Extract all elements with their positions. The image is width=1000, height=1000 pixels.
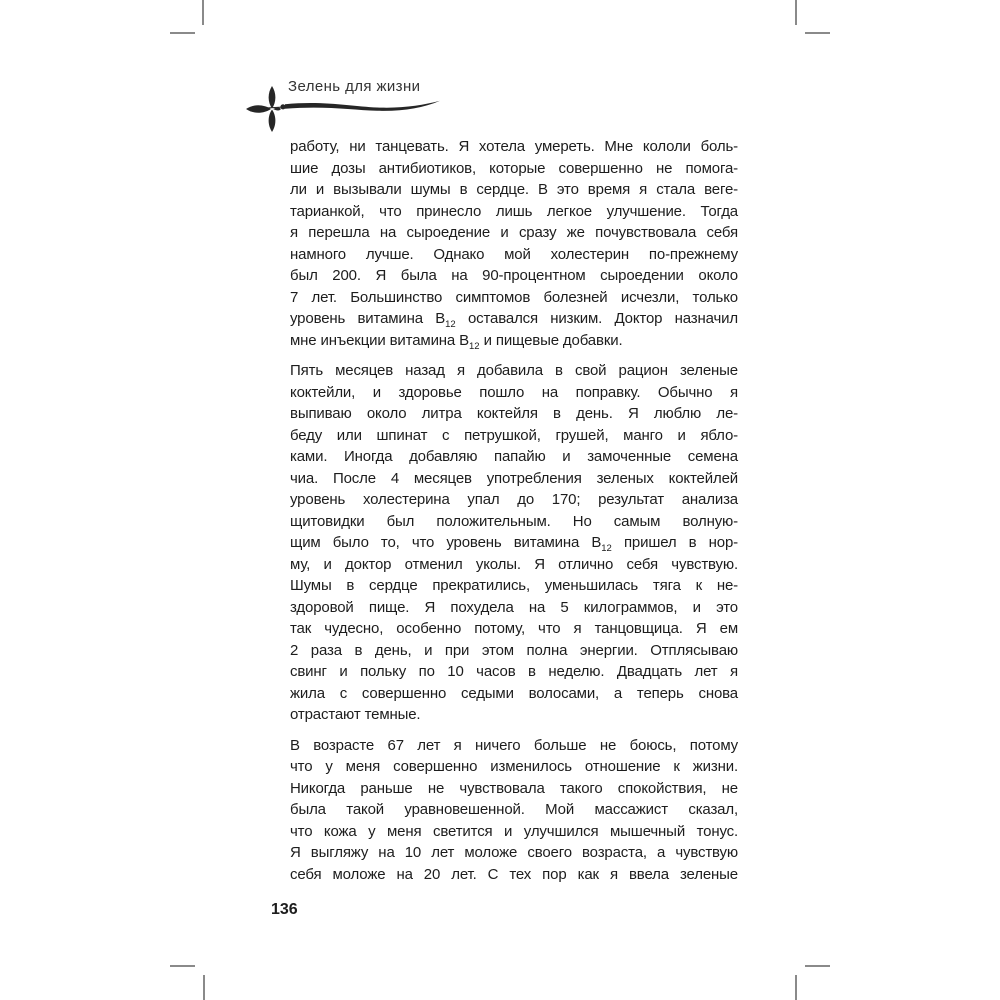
- text-run: Я выгляжу на 10 лет моложе своего возраста, а чувствую: [290, 844, 738, 861]
- text-line: [290, 511, 738, 533]
- crop-mark-top-left-horizontal: [170, 32, 195, 34]
- text-line: [290, 179, 738, 201]
- text-line: [290, 778, 738, 800]
- text-run: что у меня совершенно изменилось отношение к жизни.: [290, 758, 738, 775]
- ornament-dot: [280, 104, 285, 109]
- text-run: свинг и польку по 10 часов в неделю. Двадцать лет я: [290, 663, 738, 680]
- text-run: В возрасте 67 лет я ничего больше не боюсь, потому: [290, 736, 738, 754]
- text-line: [290, 158, 738, 180]
- text-line: [290, 425, 738, 447]
- text-run: выпиваю около литра коктейля в день. Я люблю ле-: [290, 405, 738, 422]
- text-line: [290, 136, 738, 158]
- text-line: [290, 683, 738, 705]
- crop-mark-bottom-left-horizontal: [170, 965, 195, 967]
- text-line: [290, 244, 738, 266]
- text-run: Никогда раньше не чувствовала такого спокойствия, не: [290, 779, 738, 797]
- ornament-petal-top: [269, 86, 276, 109]
- subscript-text: 12: [601, 543, 612, 554]
- paragraph: [290, 136, 738, 351]
- text-run: Шумы в сердце прекратились, уменьшилась тяга к не-: [290, 577, 738, 594]
- text-line: [290, 468, 738, 490]
- text-line: [290, 446, 738, 468]
- text-line: [290, 640, 738, 662]
- paragraph: [290, 735, 738, 886]
- text-line: [290, 287, 738, 309]
- crop-mark-top-right-vertical: [795, 0, 797, 25]
- text-run: была такой уравновешенной. Мой массажист сказал,: [290, 801, 738, 818]
- text-line: [290, 597, 738, 619]
- text-run: работу, ни танцевать. Я хотела умереть. Мне кололи боль-: [290, 138, 738, 155]
- text-line: [290, 403, 738, 425]
- text-run: так чудесно, особенно потому, что я танцовщица. Я ем: [290, 620, 738, 637]
- ornament-petal-left: [246, 105, 271, 113]
- text-line: [290, 735, 738, 757]
- text-run: беду или шпинат с петрушкой, грушей, манго и ябло-: [290, 426, 738, 444]
- text-line: [290, 360, 738, 382]
- text-run: отрастают темные.: [290, 706, 421, 723]
- subscript-text: 12: [469, 340, 480, 352]
- running-head-title: Зелень для жизни: [288, 78, 421, 95]
- text-run: я перешла на сыроедение и сразу же почувствовала себя: [290, 224, 738, 241]
- subscript-text: 12: [445, 319, 456, 330]
- text-line: [290, 661, 738, 683]
- text-run: намного лучше. Однако мой холестерин по-прежнему: [290, 245, 738, 263]
- text-run: что кожа у меня светится и улучшился мышечный тонус.: [290, 822, 738, 840]
- text-run: ли и вызывали шумы в сердце. В это время я стала веге-: [290, 181, 738, 198]
- text-run: себя моложе на 20 лет. С тех пор как я ввела зеленые: [290, 865, 738, 883]
- crop-mark-top-left-vertical: [202, 0, 204, 25]
- text-run: уровень витамина В: [290, 310, 446, 327]
- crop-mark-bottom-right-horizontal: [805, 965, 830, 967]
- text-line: [290, 799, 738, 821]
- paragraph: [290, 360, 738, 726]
- text-line: [290, 864, 738, 886]
- ornament-swash: [285, 101, 440, 111]
- text-run: 2 раза в день, и при этом полна энергии. Отплясываю: [290, 641, 738, 659]
- text-run: коктейли, и здоровье пошло на поправку. Обычно я: [290, 383, 738, 401]
- text-run: Пять месяцев назад я добавила в свой рацион зеленые: [290, 362, 738, 379]
- text-run: мне инъекции витамина В: [290, 331, 469, 349]
- text-line: [290, 532, 738, 554]
- text-run: ками. Иногда добавляю папайю и замоченные семена: [290, 448, 738, 465]
- body-text: [290, 136, 738, 885]
- text-line: [290, 575, 738, 597]
- text-run: оставался низким. Доктор назначил: [455, 310, 738, 327]
- text-line: [290, 489, 738, 511]
- text-run: и пищевые добавки.: [479, 331, 623, 349]
- text-line: [290, 265, 738, 287]
- text-line: [290, 554, 738, 576]
- text-run: жила с совершенно седыми волосами, а теперь снова: [290, 684, 738, 702]
- crop-mark-bottom-left-vertical: [203, 975, 205, 1000]
- text-run: пришел в нор-: [611, 534, 739, 551]
- text-run: щим было то, что уровень витамина В: [290, 534, 602, 551]
- text-line: [290, 222, 738, 244]
- crop-mark-top-right-horizontal: [805, 32, 830, 34]
- text-line: [290, 201, 738, 223]
- text-line: [290, 382, 738, 404]
- text-run: был 200. Я была на 90-процентном сыроедении около: [290, 267, 738, 284]
- text-line: [290, 842, 738, 864]
- text-run: здоровой пище. Я похудела на 5 килограммов, и это: [290, 598, 738, 616]
- text-line: [290, 618, 738, 640]
- text-run: щитовидки был положительным. Но самым волную-: [290, 512, 738, 530]
- text-run: чиа. После 4 месяцев употребления зеленых коктейлей: [290, 469, 738, 487]
- text-line: [290, 704, 738, 726]
- text-run: 7 лет. Большинство симптомов болезней исчезли, только: [290, 288, 738, 306]
- text-line: [290, 756, 738, 778]
- page-number: 136: [271, 901, 298, 918]
- text-run: шие дозы антибиотиков, которые совершенно не помога-: [290, 159, 738, 177]
- crop-mark-bottom-right-vertical: [795, 975, 797, 1000]
- text-run: уровень холестерина упал до 170; результат анализа: [290, 491, 738, 508]
- text-line: [290, 821, 738, 843]
- text-line: [290, 308, 738, 330]
- text-run: му, и доктор отменил уколы. Я отлично себя чувствую.: [290, 555, 738, 573]
- text-run: тарианкой, что принесло лишь легкое улучшение. Тогда: [290, 202, 738, 220]
- text-line: [290, 330, 738, 352]
- ornament-petal-bottom: [269, 110, 276, 133]
